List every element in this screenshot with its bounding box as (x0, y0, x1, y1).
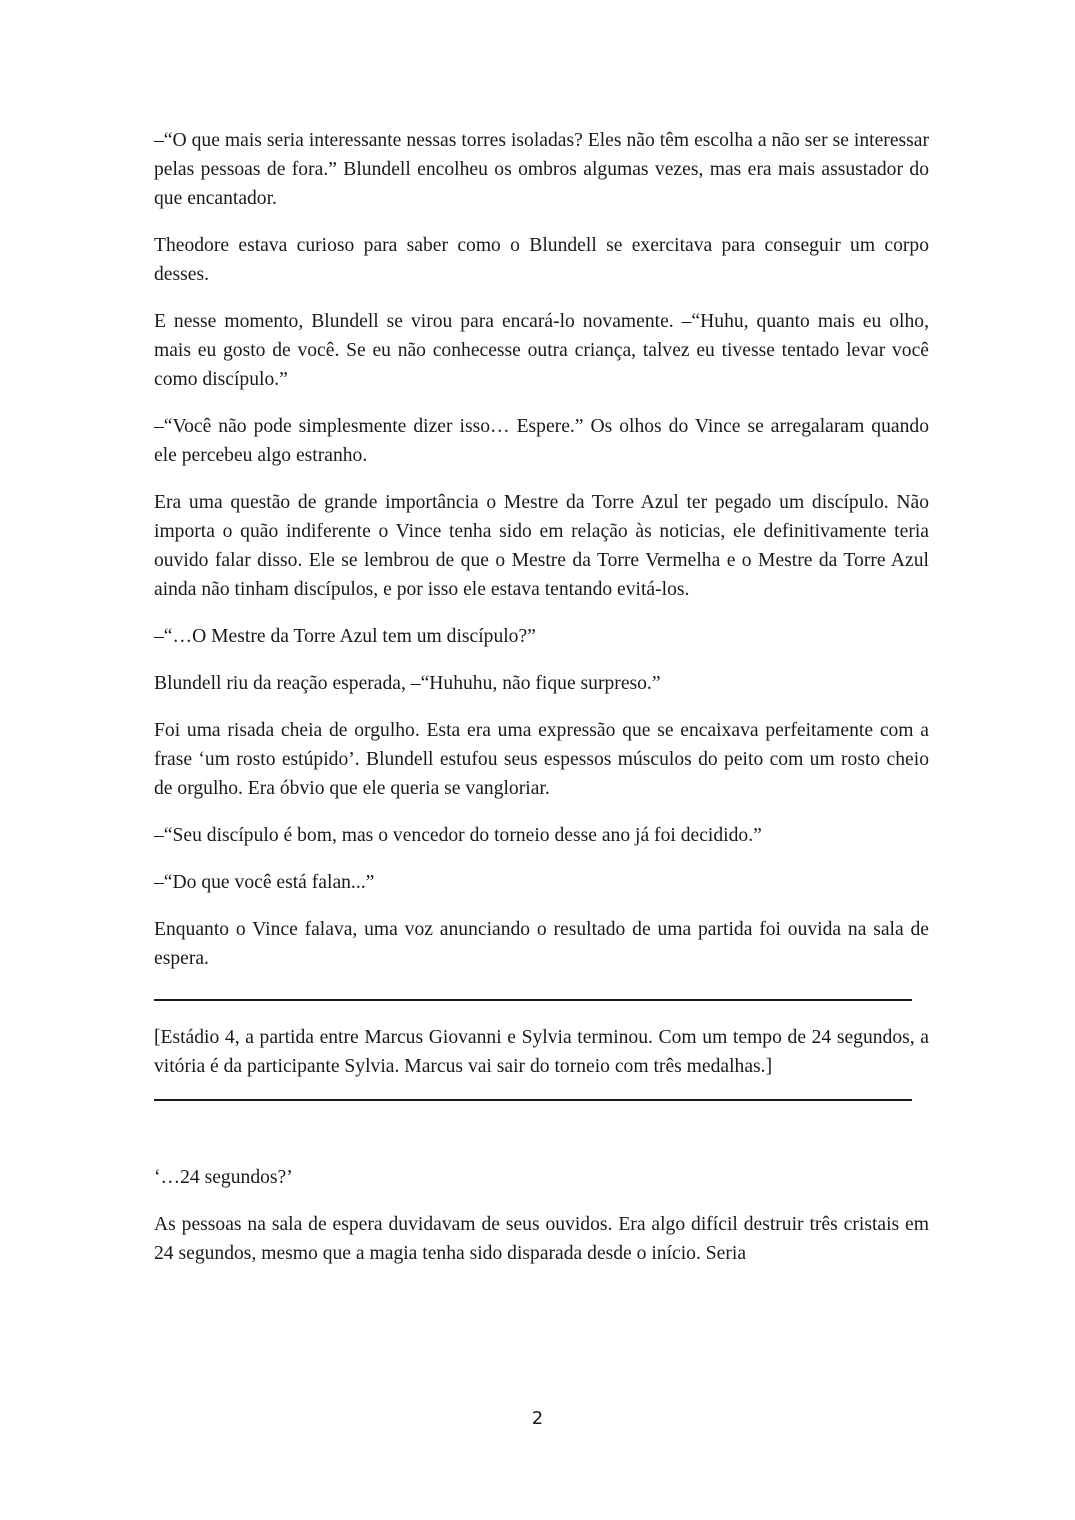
page-body (154, 126, 929, 1286)
paragraph: –“Você não pode simplesmente dizer isso… Espere.” Os olhos do Vince se arregalaram quando ele percebeu algo estranho. (154, 416, 929, 466)
paragraph: ‘…24 segundos?’ (154, 1167, 293, 1188)
horizontal-rule (154, 999, 912, 1001)
paragraph: Theodore estava curioso para saber como o Blundell se exercitava para conseguir um corpo desses. (154, 235, 929, 285)
horizontal-rule (154, 1099, 912, 1101)
paragraph: –“…O Mestre da Torre Azul tem um discípulo?” (154, 626, 536, 647)
match-announcement: [Estádio 4, a partida entre Marcus Giovanni e Sylvia terminou. Com um tempo de 24 segundos, a vitória é da participante Sylvia. Marcus vai sair do torneio com três medalhas.] (154, 1027, 929, 1077)
paragraph: As pessoas na sala de espera duvidavam de seus ouvidos. Era algo difícil destruir três cristais em 24 segundos, mesmo que a magia tenha sido disparada desde o início. Seria (154, 1214, 929, 1264)
paragraph: E nesse momento, Blundell se virou para encará-lo novamente. –“Huhu, quanto mais eu olho, mais eu gosto de você. Se eu não conhecesse outra criança, talvez eu tivesse tentado levar você como discípulo.” (154, 311, 929, 390)
paragraph: Blundell riu da reação esperada, –“Huhuhu, não fique surpreso.” (154, 673, 661, 694)
paragraph: –“Do que você está falan...” (154, 872, 375, 893)
paragraph: Enquanto o Vince falava, uma voz anunciando o resultado de uma partida foi ouvida na sala de espera. (154, 919, 929, 969)
paragraph: Era uma questão de grande importância o Mestre da Torre Azul ter pegado um discípulo. Não importa o quão indiferente o Vince tenha sido em relação às noticias, ele definitivamente teria ouvido falar disso. Ele se lembrou de que o Mestre da Torre Vermelha e o Mestre da Torre Azul ainda não tinham discípulos, e por isso ele estava tentando evitá-los. (154, 492, 929, 600)
paragraph: –“Seu discípulo é bom, mas o vencedor do torneio desse ano já foi decidido.” (154, 825, 762, 846)
page-number: 2 (531, 1408, 544, 1429)
paragraph: –“O que mais seria interessante nessas torres isoladas? Eles não têm escolha a não ser se interessar pelas pessoas de fora.” Blundell encolheu os ombros algumas vezes, mas era mais assustador do que encantador. (154, 130, 929, 209)
paragraph: Foi uma risada cheia de orgulho. Esta era uma expressão que se encaixava perfeitamente com a frase ‘um rosto estúpido’. Blundell estufou seus espessos músculos do peito com um rosto cheio de orgulho. Era óbvio que ele queria se vangloriar. (154, 720, 929, 799)
